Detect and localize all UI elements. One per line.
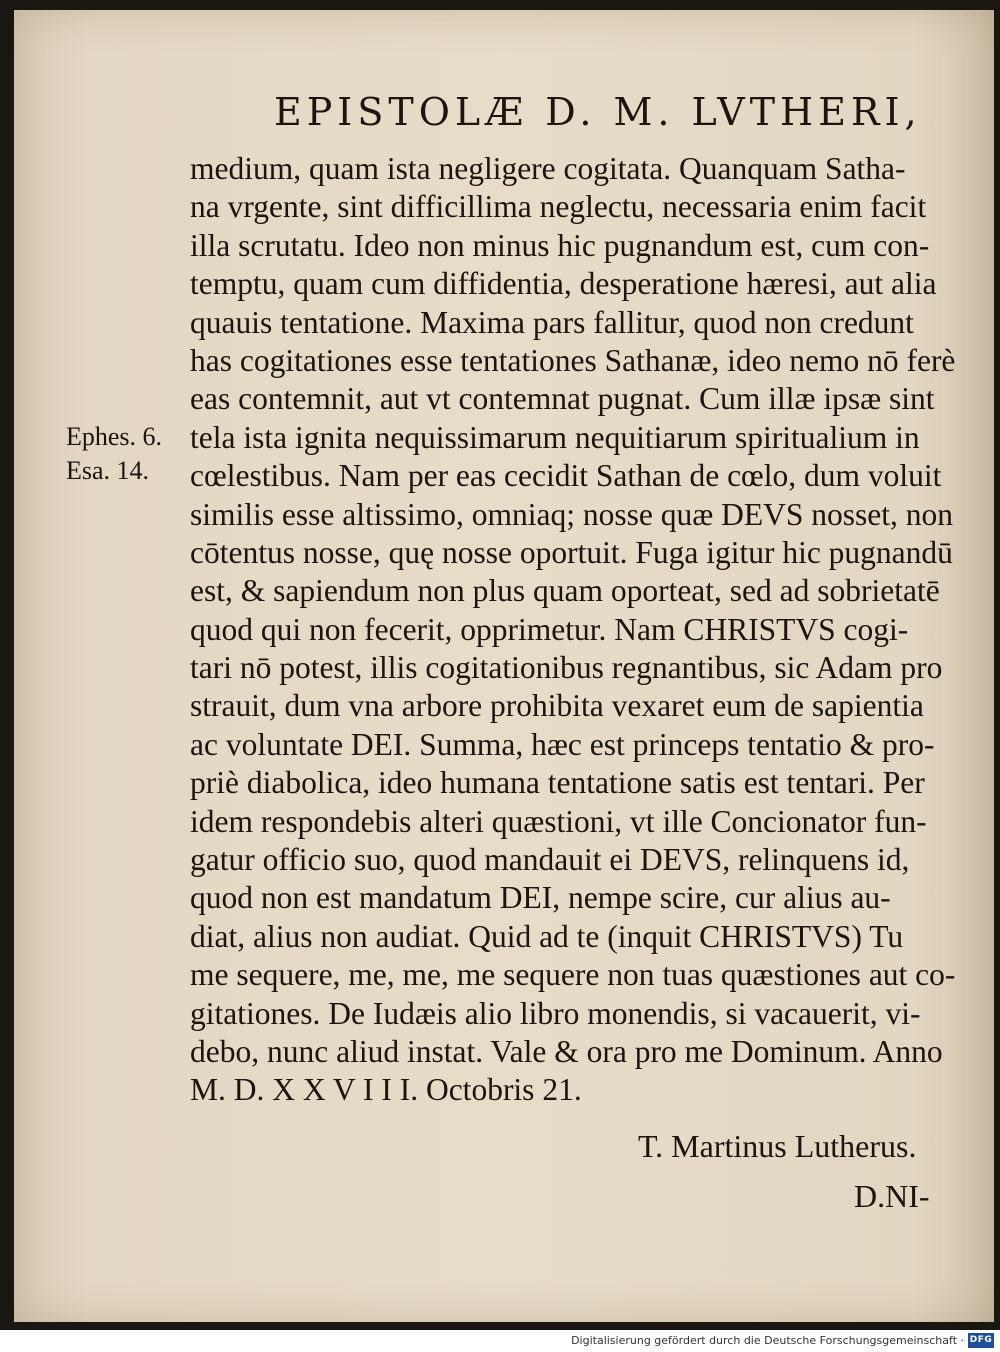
book-page <box>14 10 994 1322</box>
signature: T. Martinus Lutherus. <box>638 1128 917 1164</box>
text-line: M. D. X X V I I I. Octobris 21. <box>190 1072 582 1108</box>
text-line: me sequere, me, me, me sequere non tuas quæstiones aut co- <box>190 957 956 993</box>
margin-note: Ephes. 6. <box>66 422 163 451</box>
text-line: na vrgente, sint difficillima neglectu, necessaria enim facit <box>190 189 927 225</box>
text-line: tela ista ignita nequissimarum nequitiarum spiritualium in <box>190 419 920 455</box>
text-line: tari nō potest, illis cogitationibus regnantibus, sic Adam pro <box>190 650 943 686</box>
text-line: illa scrutatu. Ideo non minus hic pugnandum est, cum con- <box>190 227 930 263</box>
text-line: quod qui non fecerit, opprimetur. Nam CHRISTVS cogi- <box>190 611 909 647</box>
text-line: idem respondebis alteri quæstioni, vt ille Concionator fun- <box>190 803 927 839</box>
text-line: debo, nunc aliud instat. Vale & ora pro me Dominum. Anno <box>190 1033 943 1069</box>
funding-credit: Digitalisierung gefördert durch die Deutsche Forschungsgemeinschaft · <box>571 1334 964 1347</box>
text-line: gitationes. De Iudæis alio libro monendis, si vacauerit, vi- <box>190 995 921 1031</box>
margin-note: Esa. 14. <box>66 456 150 485</box>
running-head: EPISTOLÆ D. M. LVTHERI, <box>274 90 922 134</box>
footer-bar <box>0 1330 1000 1352</box>
text-line: ac voluntate DEI. Summa, hæc est princeps tentatio & pro- <box>190 726 935 762</box>
text-line: similis esse altissimo, omniaq; nosse quæ DEVS nosset, non <box>190 496 954 532</box>
text-line: strauit, dum vna arbore prohibita vexaret eum de sapientia <box>190 688 924 724</box>
text-line: has cogitationes esse tentationes Sathanæ, ideo nemo nō ferè <box>190 342 956 378</box>
text-line: eas contemnit, aut vt contemnat pugnat. Cum illæ ipsæ sint <box>190 381 935 417</box>
margin-notes <box>66 420 162 488</box>
text-line: temptu, quam cum diffidentia, desperatione hæresi, aut alia <box>190 266 937 302</box>
text-line: priè diabolica, ideo humana tentatione satis est tentari. Per <box>190 765 925 801</box>
text-line: medium, quam ista negligere cogitata. Quanquam Satha- <box>190 151 906 186</box>
text-line: cœlestibus. Nam per eas cecidit Sathan de cœlo, dum voluit <box>190 458 942 494</box>
text-line: quauis tentatione. Maxima pars fallitur, quod non credunt <box>190 304 914 340</box>
dfg-logo-icon[interactable]: DFG <box>968 1333 994 1348</box>
catchword: D.NI- <box>854 1178 930 1214</box>
text-line: quod non est mandatum DEI, nempe scire, cur alius au- <box>190 880 891 916</box>
text-line: diat, alius non audiat. Quid ad te (inquit CHRISTVS) Tu <box>190 918 904 954</box>
body-text <box>190 150 956 1110</box>
text-line: gatur officio suo, quod mandauit ei DEVS, relinquens id, <box>190 842 910 878</box>
text-line: est, & sapiendum non plus quam oporteat, sed ad sobrietatē <box>190 573 940 609</box>
text-line: cōtentus nosse, quę nosse oportuit. Fuga igitur hic pugnandū <box>190 534 953 570</box>
